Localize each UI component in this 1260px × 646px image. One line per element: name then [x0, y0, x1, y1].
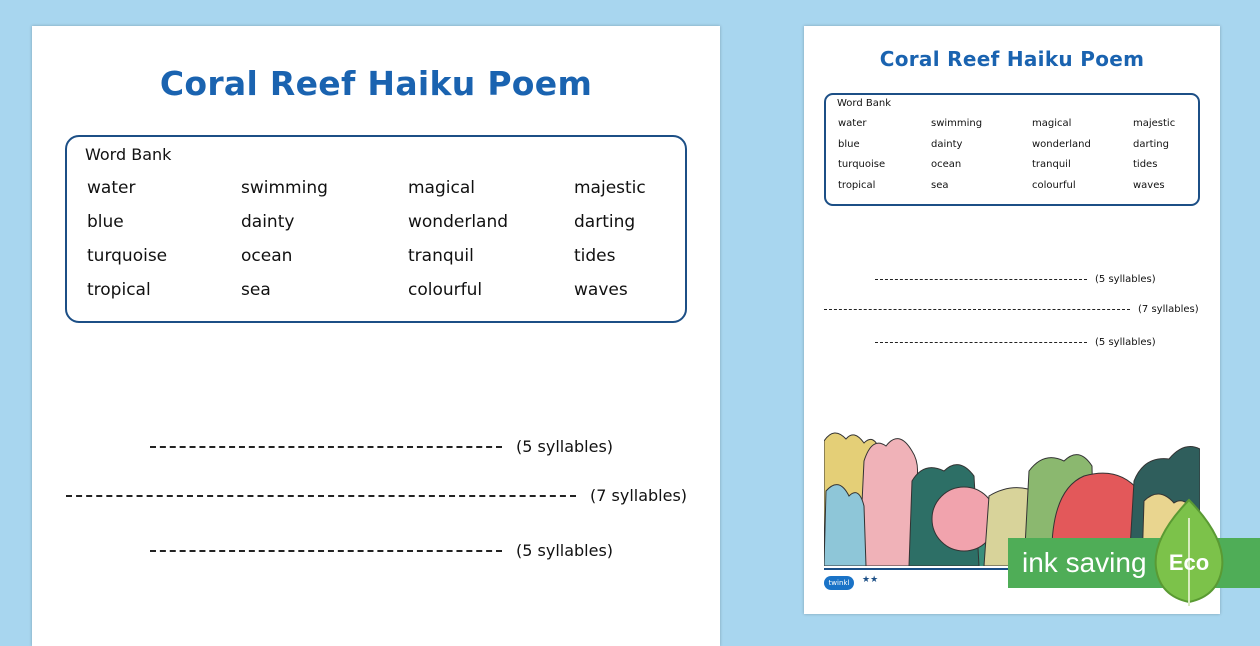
- word-bank-word: sea: [241, 280, 271, 300]
- word-bank-word: tranquil: [1032, 159, 1071, 170]
- poem-line-3[interactable]: [150, 541, 613, 560]
- word-bank-word: wonderland: [1032, 139, 1091, 150]
- word-bank-word: tides: [1133, 159, 1158, 170]
- word-bank-word: tropical: [838, 180, 876, 191]
- syllable-hint: (5 syllables): [1095, 337, 1156, 348]
- word-bank-label: Word Bank: [85, 145, 172, 164]
- syllable-hint: (5 syllables): [516, 437, 614, 456]
- word-bank-word: blue: [838, 139, 860, 150]
- word-bank-label: Word Bank: [837, 98, 891, 109]
- word-bank-word: sea: [931, 180, 949, 191]
- word-bank: [824, 93, 1200, 206]
- page-title: Coral Reef Haiku Poem: [879, 47, 1145, 71]
- word-bank-word: swimming: [241, 178, 328, 198]
- word-bank-word: majestic: [1133, 118, 1176, 129]
- word-bank-word: colourful: [1032, 180, 1076, 191]
- word-bank-word: ocean: [931, 159, 962, 170]
- writing-line[interactable]: [66, 495, 576, 497]
- syllable-hint: (7 syllables): [1138, 304, 1199, 315]
- poem-line-2[interactable]: [66, 486, 687, 505]
- word-bank-word: darting: [1133, 139, 1169, 150]
- word-bank-word: water: [87, 178, 136, 198]
- worksheet-page-left: [32, 26, 720, 646]
- word-bank-word: tropical: [87, 280, 151, 300]
- syllable-hint: (5 syllables): [1095, 274, 1156, 285]
- poem-line-2[interactable]: [824, 304, 1199, 315]
- word-bank-word: water: [838, 118, 867, 129]
- poem-line-1[interactable]: [875, 274, 1156, 285]
- word-bank-word: tides: [574, 246, 616, 266]
- writing-line[interactable]: [150, 550, 502, 552]
- poem-line-3[interactable]: [875, 337, 1156, 348]
- word-bank-word: dainty: [931, 139, 963, 150]
- word-bank-word: blue: [87, 212, 124, 232]
- writing-line[interactable]: [824, 309, 1130, 310]
- word-bank-word: swimming: [931, 118, 983, 129]
- word-bank-word: magical: [408, 178, 475, 198]
- rating-stars: ★★: [862, 575, 879, 585]
- word-bank-word: dainty: [241, 212, 295, 232]
- page-title: Coral Reef Haiku Poem: [159, 64, 593, 103]
- syllable-hint: (7 syllables): [590, 486, 688, 505]
- writing-line[interactable]: [150, 446, 502, 448]
- eco-leaf-icon: [1150, 498, 1228, 608]
- ink-saving-label: ink saving: [1022, 547, 1147, 578]
- word-bank-word: ocean: [241, 246, 293, 266]
- poem-line-1[interactable]: [150, 437, 613, 456]
- writing-line[interactable]: [875, 342, 1087, 343]
- coral-blue-shape: [824, 485, 866, 566]
- syllable-hint: (5 syllables): [516, 541, 614, 560]
- word-bank-word: tranquil: [408, 246, 474, 266]
- word-bank-word: darting: [574, 212, 636, 232]
- word-bank-word: magical: [1032, 118, 1072, 129]
- word-bank-word: turquoise: [87, 246, 168, 266]
- twinkl-logo: twinkl: [824, 576, 854, 590]
- word-bank-word: majestic: [574, 178, 646, 198]
- writing-line[interactable]: [875, 279, 1087, 280]
- word-bank-word: wonderland: [408, 212, 509, 232]
- word-bank-word: turquoise: [838, 159, 886, 170]
- word-bank: [65, 135, 687, 323]
- word-bank-word: colourful: [408, 280, 483, 300]
- word-bank-word: waves: [574, 280, 628, 300]
- eco-label: Eco: [1168, 550, 1210, 575]
- word-bank-word: waves: [1133, 180, 1165, 191]
